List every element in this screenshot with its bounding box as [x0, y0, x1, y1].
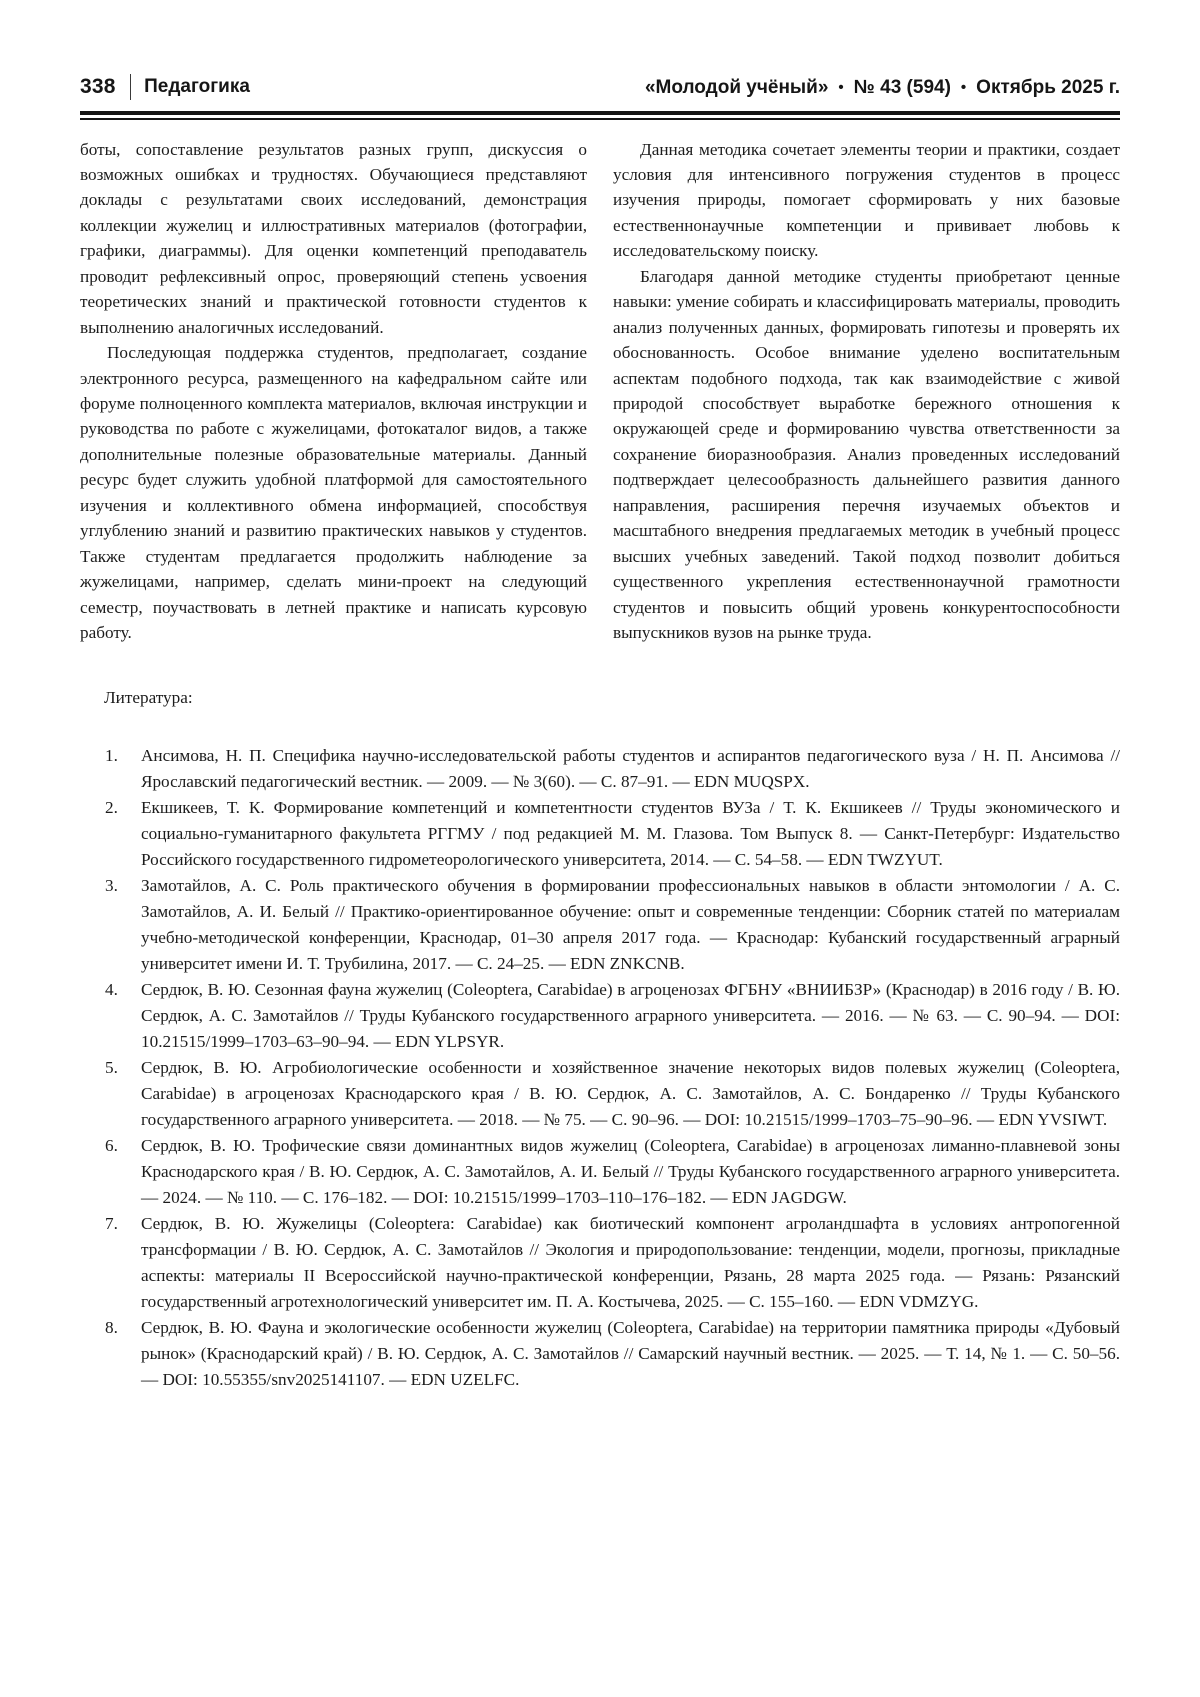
references-list	[80, 743, 1120, 1393]
reference-number: 6.	[105, 1135, 118, 1155]
reference-text: Сердюк, В. Ю. Агробиологические особенности и хозяйственное значение некоторых видов полевых жужелиц (Coleoptera, Carabidae) в агроценозах Краснодарского края / В. Ю. Сердюк, А. С. Замотайлов, А. С. Бондаренко // Труды Кубанского государственного аграрного университета. — 2018. — № 75. — С. 90–96. — DOI: 10.21515/1999–1703–75–90–96. — EDN YVSIWT.	[141, 1057, 1120, 1129]
reference-text: Ансимова, Н. П. Специфика научно-исследовательской работы студентов и аспирантов педагогического вуза / Н. П. Ансимова // Ярославский педагогический вестник. — 2009. — № 3(60). — С. 87–91. — EDN MUQSPX.	[141, 745, 1120, 791]
reference-number: 4.	[105, 979, 118, 999]
reference-item	[80, 1055, 1120, 1133]
reference-item	[80, 1133, 1120, 1211]
reference-item	[80, 1211, 1120, 1315]
running-head	[80, 0, 1120, 100]
running-head-left	[80, 74, 250, 100]
reference-number: 3.	[105, 875, 118, 895]
section-title: Педагогика	[144, 76, 250, 97]
journal-title: «Молодой учёный»	[644, 77, 829, 98]
reference-text: Сердюк, В. Ю. Фауна и экологические особенности жужелиц (Coleoptera, Carabidae) на территории памятника природы «Дубовый рынок» (Краснодарский край) / В. Ю. Сердюк, А. С. Замотайлов // Самарский научный вестник. — 2025. — Т. 14, № 1. — С. 50–56. — DOI: 10.55355/snv2025141107. — EDN UZELFC.	[141, 1317, 1120, 1389]
references-heading: Литература:	[104, 687, 193, 707]
header-rule	[80, 111, 1120, 120]
reference-item	[80, 977, 1120, 1055]
reference-item	[80, 795, 1120, 873]
reference-number: 5.	[105, 1057, 118, 1077]
right-column	[613, 137, 1120, 646]
header-divider-bar	[130, 74, 132, 100]
running-head-right	[645, 77, 1120, 99]
reference-number: 8.	[105, 1317, 118, 1337]
reference-text: Сердюк, В. Ю. Жужелицы (Coleoptera: Carabidae) как биотический компонент агроландшафта в условиях антропогенной трансформации / В. Ю. Сердюк, А. С. Замотайлов // Экология и природопользование: тенденции, модели, прогнозы, прикладные аспекты: материалы II Всероссийской научно-практической конференции, Рязань, 28 марта 2025 года. — Рязань: Рязанский государственный агротехнологический университет им. П. А. Костычева, 2025. — С. 155–160. — EDN VDMZYG.	[141, 1213, 1120, 1311]
body-paragraph: Данная методика сочетает элементы теории и практики, создает условия для интенсивного погружения студентов в процесс изучения природы, помогает сформировать у них базовые естественнонаучные компетенции и прививает любовь к исследовательскому поиску.	[613, 139, 1120, 261]
body-paragraph: Последующая поддержка студентов, предполагает, создание электронного ресурса, размещенного на кафедральном сайте или форуме полноценного комплекта материалов, включая инструкции и руководства по работе с жужелицами, фотокаталог видов, а также дополнительные полезные образовательные материалы. Данный ресурс будет служить удобной платформой для самостоятельного изучения и коллективного обмена информацией, способствуя углублению знаний и развитию практических навыков у студентов. Также студентам предлагается продолжить наблюдение за жужелицами, например, сделать мини-проект на следующий семестр, поучаствовать в летней практике и написать курсовую работу.	[80, 343, 587, 643]
reference-item	[80, 743, 1120, 795]
reference-item	[80, 1315, 1120, 1393]
reference-text: Сердюк, В. Ю. Сезонная фауна жужелиц (Coleoptera, Carabidae) в агроценозах ФГБНУ «ВНИИБЗР» (Краснодар) в 2016 году / В. Ю. Сердюк, А. С. Замотайлов // Труды Кубанского государственного аграрного университета. — 2016. — № 63. — С. 90–94. — DOI: 10.21515/1999–1703–63–90–94. — EDN YLPSYR.	[141, 979, 1120, 1051]
issue-date: Октябрь 2025 г.	[976, 77, 1120, 98]
bullet-separator: •	[960, 79, 967, 96]
article-body	[80, 137, 1120, 646]
reference-text: Замотайлов, А. С. Роль практического обучения в формировании профессиональных навыков в области энтомологии / А. С. Замотайлов, А. И. Белый // Практико-ориентированное обучение: опыт и современные тенденции: Сборник статей по материалам учебно-методической конференции, Краснодар, 01–30 апреля 2017 года. — Краснодар: Кубанский государственный аграрный университет имени И. Т. Трубилина, 2017. — С. 24–25. — EDN ZNKCNB.	[141, 875, 1120, 973]
left-column	[80, 137, 587, 646]
page-number: 338	[80, 75, 116, 98]
reference-text: Сердюк, В. Ю. Трофические связи доминантных видов жужелиц (Coleoptera, Carabidae) в агроценозах лиманно-плавневой зоны Краснодарского края / В. Ю. Сердюк, А. С. Замотайлов, А. И. Белый // Труды Кубанского государственного аграрного университета. — 2024. — № 110. — С. 176–182. — DOI: 10.21515/1999–1703–110–176–182. — EDN JAGDGW.	[141, 1135, 1120, 1207]
bullet-separator: •	[838, 79, 844, 96]
body-paragraph: Благодаря данной методике студенты приобретают ценные навыки: умение собирать и классифицировать материалы, проводить анализ полученных данных, формировать гипотезы и проверять их обоснованность. Особое внимание уделено воспитательным аспектам подобного подхода, так как взаимодействие с живой природой способствует выработке бережного отношения к окружающей среде и формированию чувства ответственности за сохранение биоразнообразия. Анализ проведенных исследований подтверждает целесообразность дальнейшего развития данного направления, расширения перечня изучаемых объектов и масштабного внедрения предлагаемых методик в учебный процесс высших учебных заведений. Такой подход позволит добиться существенного укрепления естественнонаучной грамотности студентов и повысить общий уровень конкурентоспособности выпускников вузов на рынке труда.	[613, 266, 1120, 643]
reference-number: 1.	[105, 745, 118, 765]
reference-number: 7.	[105, 1213, 118, 1233]
reference-number: 2.	[105, 797, 118, 817]
body-paragraph: боты, сопоставление результатов разных групп, дискуссия о возможных ошибках и трудностях. Обучающиеся представляют доклады с результатами своих исследований, демонстрация коллекции жужелиц и иллюстративных материалов (фотографии, графики, диаграммы). Для оценки компетенций преподаватель проводит рефлексивный опрос, проверяющий степень усвоения теоретических знаний и практической готовности студентов к выполнению аналогичных исследований.	[80, 139, 587, 337]
reference-item	[80, 873, 1120, 977]
issue-number: № 43 (594)	[853, 77, 951, 98]
reference-text: Екшикеев, Т. К. Формирование компетенций и компетентности студентов ВУЗа / Т. К. Екшикеев // Труды экономического и социально-гуманитарного факультета РГГМУ / под редакцией М. М. Глазова. Том Выпуск 8. — Санкт-Петербург: Издательство Российского государственного гидрометеорологического университета, 2014. — С. 54–58. — EDN TWZYUT.	[141, 797, 1120, 869]
